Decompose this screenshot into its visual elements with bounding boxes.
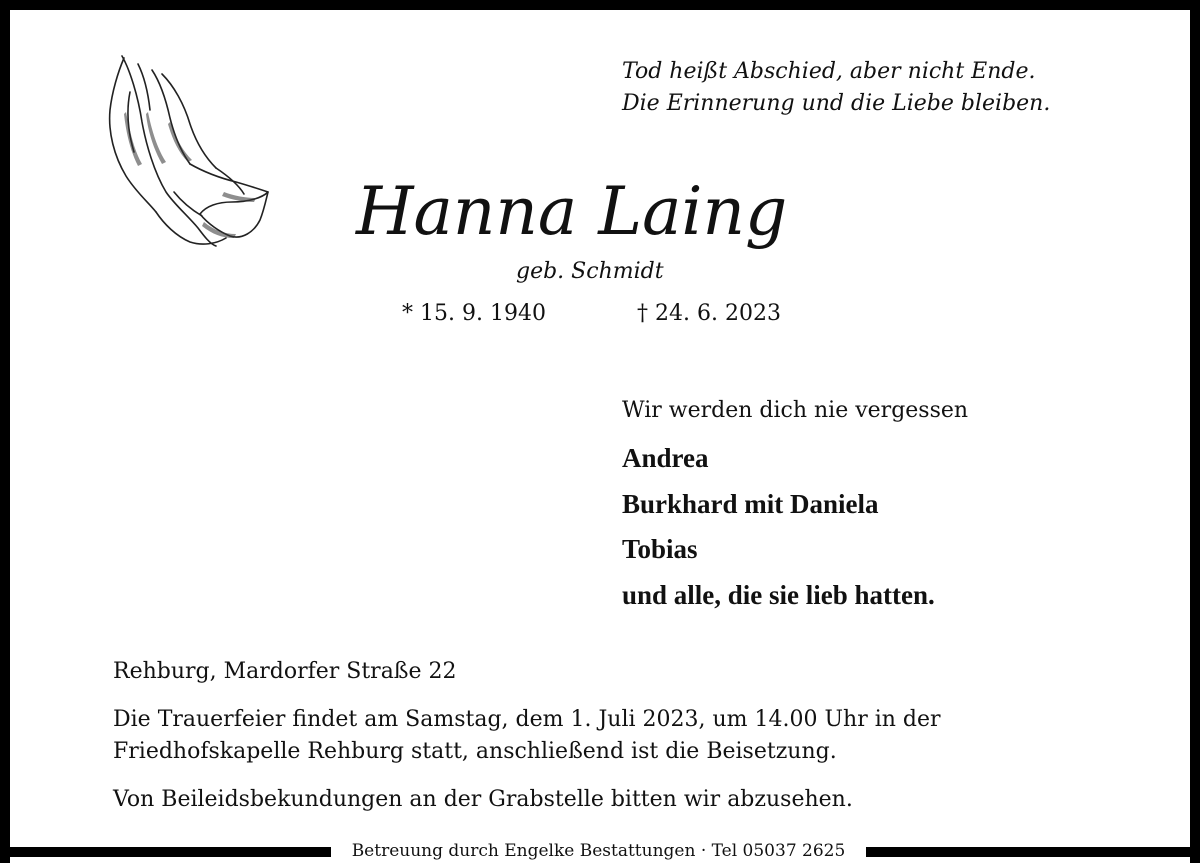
mourner-name: und alle, die sie lieb hatten. [622, 579, 935, 610]
motto-line-1: Tod heißt Abschied, aber nicht Ende. [622, 59, 1036, 84]
ceremony-line-1: Die Trauerfeier findet am Samstag, dem 1. Juli 2023, um 14.00 Uhr in der [113, 707, 941, 732]
deceased-name: Hanna Laing [356, 173, 788, 250]
maiden-name: geb. Schmidt [516, 259, 664, 284]
praying-hands-icon [104, 52, 272, 248]
motto [622, 56, 1050, 120]
service-info [113, 656, 1093, 816]
mourners-intro: Wir werden dich nie vergessen [622, 398, 969, 423]
condolence-notice: Von Beileidsbekundungen an der Grabstelle bitten wir abzusehen. [113, 787, 853, 812]
ceremony-line-2: Friedhofskapelle Rehburg statt, anschließend ist die Beisetzung. [113, 739, 837, 764]
ceremony-notice [113, 704, 1093, 768]
mourner-name: Tobias [622, 534, 698, 564]
mourner-name: Burkhard mit Daniela [622, 488, 879, 519]
death-date: † 24. 6. 2023 [637, 301, 781, 326]
mourners-block [622, 394, 968, 618]
footer-credit: Betreuung durch Engelke Bestattungen · Tel 05037 2625 [331, 840, 866, 863]
motto-line-2: Die Erinnerung und die Liebe bleiben. [622, 91, 1051, 116]
address: Rehburg, Mardorfer Straße 22 [113, 659, 457, 684]
birth-date: * 15. 9. 1940 [402, 301, 546, 326]
mourner-name: Andrea [622, 443, 709, 473]
